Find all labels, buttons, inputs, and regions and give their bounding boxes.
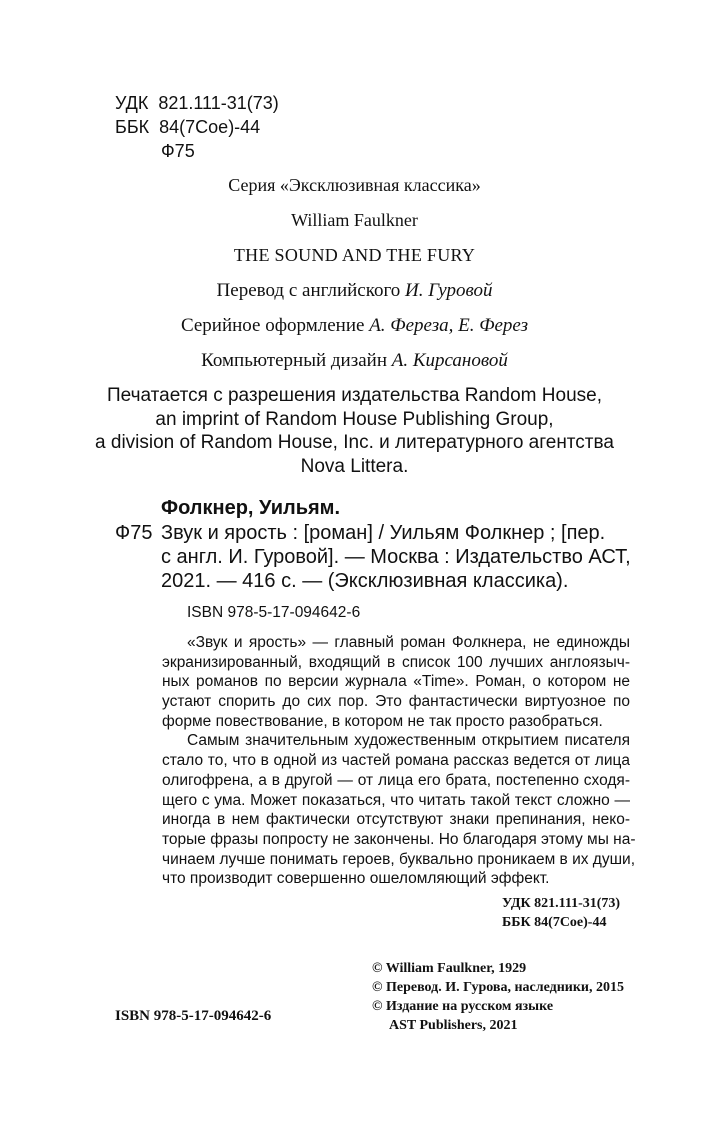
annotation-line: что производит совершенно ошеломляющий эффект. [162,870,550,888]
biblio-isbn: ISBN 978-5-17-094642-6 [187,604,361,621]
credit-computer-design-name: А. Кирсановой [391,350,508,371]
original-author: William Faulkner [291,210,418,230]
author-mark: Ф75 [161,141,195,161]
copyright-line: AST Publishers, 2021 [389,1018,518,1033]
annotation-line: олигофрена, а в другой — от лица его брата, постепенно сходя- [162,771,630,789]
copyright-line: © William Faulkner, 1929 [372,961,527,976]
credit-translator-label: Перевод с английского [216,280,406,301]
copyright-line: © Издание на русском языке [372,999,554,1014]
credit-series-design [0,313,709,338]
permission-line: Печатается с разрешения издательства Random House, [107,385,602,406]
udk-label: УДК [115,93,149,113]
credit-translator-name: И. Гуровой [405,280,493,301]
annotation [162,633,636,889]
bottom-udk: УДК 821.111-31(73) [502,896,621,911]
credit-computer-design-label: Компьютерный дизайн [201,350,392,371]
annotation-line: торые фразы попросту не закончены. Но благодаря этому мы на- [162,830,636,848]
annotation-line: чинаем лучше понимать героев, буквально проникаем в их души, [162,850,635,868]
credit-computer-design [0,348,709,373]
copyright-line: © Перевод. И. Гурова, наследники, 2015 [372,980,624,995]
bottom-bbk: ББК 84(7Сое)-44 [502,915,607,930]
annotation-line: Самым значительным художественным открытием писателя [187,732,630,750]
udk-value: 821.111-31(73) [158,93,279,113]
biblio-description-line: с англ. И. Гуровой]. — Москва : Издательство АСТ, [161,546,631,568]
bbk-value: 84(7Сое)-44 [159,117,261,137]
annotation-line: стало то, что в одной из частей романа рассказ ведется от лица [162,752,630,770]
credit-series-design-label: Серийное оформление [180,315,370,336]
permission-line: Nova Littera. [300,455,409,477]
bottom-isbn: ISBN 978-5-17-094642-6 [115,1008,272,1024]
annotation-line: экранизированный, входящий в список 100 лучших англоязыч- [162,653,630,671]
udk-line [115,92,279,114]
credit-series-design-name: А. Фереза, Е. Ферез [369,315,529,336]
original-title: THE SOUND AND THE FURY [233,245,476,265]
annotation-line: форме повествование, в котором не так просто разобраться. [162,712,603,730]
biblio-description-line: 2021. — 416 с. — (Эксклюзивная классика). [161,570,569,592]
annotation-line: щего с ума. Может показаться, что читать такой текст сложно — [162,791,630,809]
bbk-line [115,116,260,138]
bbk-label: ББК [115,117,150,137]
annotation-line: устают спорить до сих пор. Это фантастически виртуозное по [162,693,630,711]
author-heading: Фолкнер, Уильям. [161,497,341,519]
permission-line: an imprint of Random House Publishing Group, [155,408,554,430]
biblio-mark: Ф75 [115,522,153,544]
biblio-description-line: Звук и ярость : [роман] / Уильям Фолкнер ; [пер. [161,522,606,544]
annotation-line: ных романов по версии журнала «Time». Роман, о котором не [162,673,630,691]
credit-translator [0,278,709,303]
permission-line: a division of Random House, Inc. и литературного агентства [95,432,614,453]
permission-notice [0,384,709,478]
annotation-line: «Звук и ярость» — главный роман Фолкнера, не единожды [187,634,630,651]
annotation-line: иногда в нем фактически отсутствуют знаки препинания, неко- [162,811,630,829]
series-line: Серия «Эксклюзивная классика» [228,175,481,195]
